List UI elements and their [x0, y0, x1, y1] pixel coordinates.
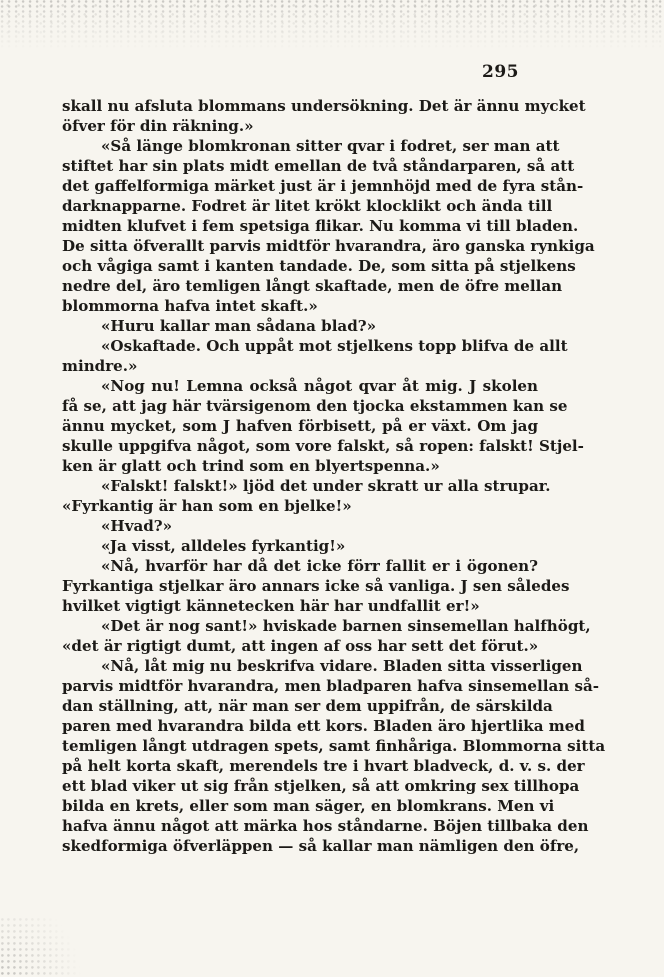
text-line: mindre.» [62, 357, 138, 375]
text-line: stiftet har sin plats midt emellan de två ståndarparen, så att [62, 157, 575, 175]
text-line: ken är glatt och trind som en blyertspenna.» [62, 457, 440, 475]
text-line: paren med hvarandra bilda ett kors. Bladen äro hjertlika med [62, 717, 585, 735]
text-line: öfver för din räkning.» [62, 117, 254, 135]
text-line: «Hvad?» [101, 517, 173, 535]
text-line: få se, att jag här tvärsigenom den tjocka ekstammen kan se [62, 397, 568, 415]
text-line: skulle uppgifva något, som vore falskt, så ropen: falskt! Stjel- [62, 437, 584, 455]
text-line: «Huru kallar man sådana blad?» [101, 317, 377, 335]
text-line: hafva ännu något att märka hos ståndarne. Böjen tillbaka den [62, 817, 589, 835]
text-line: hvilket vigtigt kännetecken här har undfallit er!» [62, 597, 480, 615]
page-edge-speckle [0, 0, 664, 50]
text-line: «Nog nu! Lemna också något qvar åt mig. J skolen [101, 377, 538, 395]
text-line: «Så länge blomkronan sitter qvar i fodret, ser man att [101, 137, 560, 155]
text-line: dan ställning, att, när man ser dem uppifrån, de särskilda [62, 697, 553, 715]
text-line: «Oskaftade. Och uppåt mot stjelkens topp blifva de allt [101, 337, 568, 355]
text-line: «Nå, låt mig nu beskrifva vidare. Bladen sitta visserligen [101, 657, 583, 675]
text-line: darknapparne. Fodret är litet krökt klocklikt och ända till [62, 197, 553, 215]
text-line: temligen långt utdragen spets, samt finhåriga. Blommorna sitta [62, 737, 606, 755]
text-line: och vågiga samt i kanten tandade. De, som sitta på stjelkens [62, 257, 576, 275]
text-line: «Ja visst, alldeles fyrkantig!» [101, 537, 346, 555]
text-line: «det är rigtigt dumt, att ingen af oss har sett det förut.» [62, 637, 539, 655]
page-corner-speckle [0, 917, 90, 977]
page-number: 295 [482, 62, 519, 82]
text-line: på helt korta skaft, merendels tre i hvart bladveck, d. v. s. der [62, 757, 585, 775]
text-line: «Nå, hvarför har då det icke förr fallit er i ögonen? [101, 557, 538, 575]
text-line: «Fyrkantig är han som en bjelke!» [62, 497, 352, 515]
text-line: midten klufvet i fem spetsiga flikar. Nu komma vi till bladen. [62, 217, 579, 235]
text-line: skall nu afsluta blommans undersökning. Det är ännu mycket [62, 97, 586, 115]
text-line: «Falskt! falskt!» ljöd det under skratt ur alla strupar. [101, 477, 551, 495]
text-line: Fyrkantiga stjelkar äro annars icke så vanliga. J sen således [62, 577, 570, 595]
body-text [62, 96, 606, 856]
text-line: bilda en krets, eller som man säger, en blomkrans. Men vi [62, 797, 555, 815]
text-line: nedre del, äro temligen långt skaftade, men de öfre mellan [62, 277, 563, 295]
text-line: ännu mycket, som J hafven förbisett, på er växt. Om jag [62, 417, 538, 435]
text-line: parvis midtför hvarandra, men bladparen hafva sinsemellan så- [62, 677, 600, 695]
text-line: det gaffelformiga märket just är i jemnhöjd med de fyra stån- [62, 177, 584, 195]
text-line: blommorna hafva intet skaft.» [62, 297, 318, 315]
text-line: De sitta öfverallt parvis midtför hvarandra, äro ganska rynkiga [62, 237, 595, 255]
text-line: «Det är nog sant!» hviskade barnen sinsemellan halfhögt, [101, 617, 591, 635]
text-line: skedformiga öfverläppen — så kallar man nämligen den öfre, [62, 837, 580, 855]
text-line: ett blad viker ut sig från stjelken, så att omkring sex tillhopa [62, 777, 580, 795]
